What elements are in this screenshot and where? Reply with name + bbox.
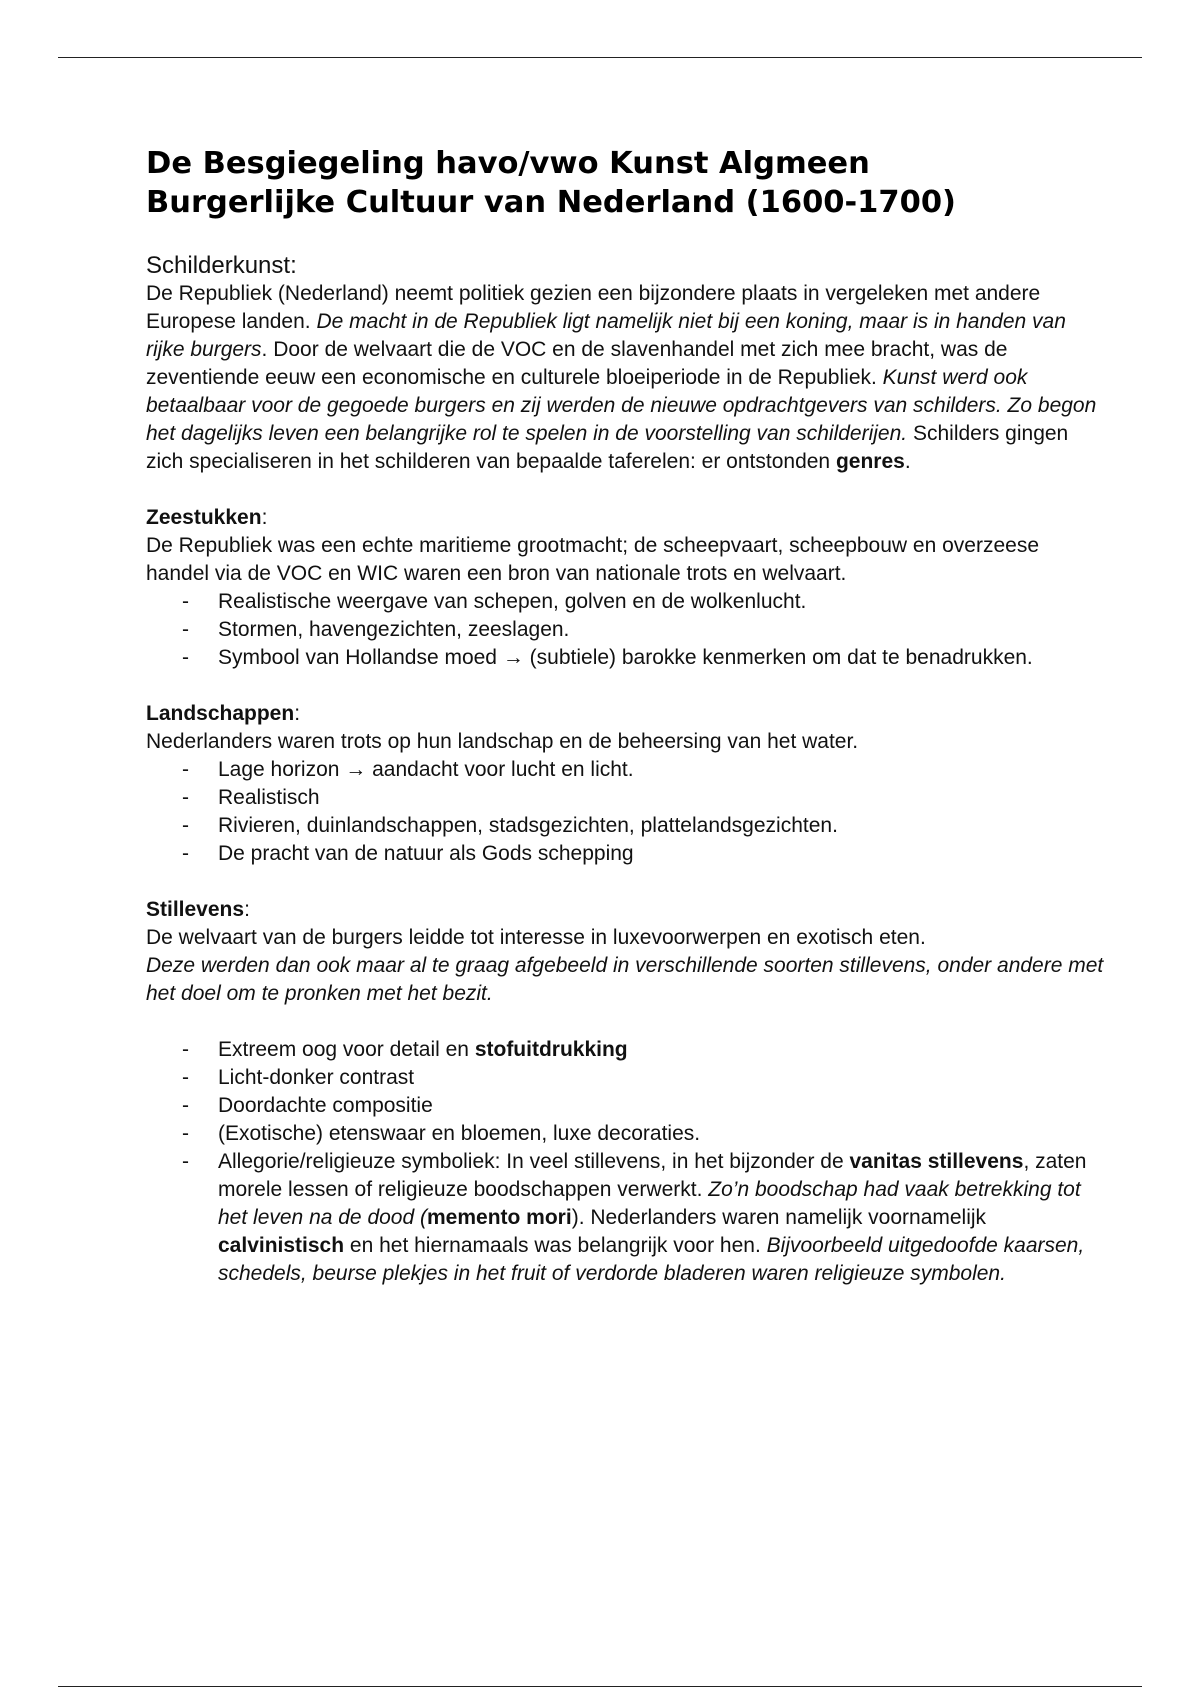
item-bold-memento-mori: memento mori [427,1206,572,1229]
title-line-1: De Besgiegeling havo/vwo Kunst Algmeen [146,146,870,181]
zeestukken-heading [146,504,1106,532]
stillevens-heading [146,896,1106,924]
intro-s2: De macht in de Republiek ligt namelijk niet bij een koning, maar is in handen van rijke burgers [146,310,1066,361]
list-item: - Realistisch [146,784,1106,812]
list-item: - Symbool van Hollandse moed → (subtiele) barokke kenmerken om dat te benadrukken. [146,644,1106,672]
stillevens-label: Stillevens [146,898,245,921]
list-item: - (Exotische) etenswaar en bloemen, luxe decoraties. [146,1120,1106,1148]
stillevens-colon: : [244,898,250,921]
spacer [146,1008,1106,1036]
intro-s4: Kunst werd ook betaalbaar voor de gegoede burgers en zij werden de nieuwe opdrachtgevers van schilders. Zo begon het dagelijks leven een belangrijke rol te spelen in de voorstelling van schilderijen. [146,366,1097,445]
stillevens-text-italic: Deze werden dan ook maar al te graag afgebeeld in verschillende soorten stillevens, onder andere met het doel om te pronken met het bezit. [146,954,1104,1005]
landschappen-label: Landschappen [146,702,295,725]
item-text: en het hiernamaals was belangrijk voor hen. [344,1234,767,1257]
item-italic: Zo’n boodschap had vaak betrekking tot het leven na de dood ( [218,1178,1081,1229]
zeestukken-text: De Republiek was een echte maritieme grootmacht; de scheepvaart, scheepbouw en overzeese handel via de VOC en WIC waren een bron van nationale trots en welvaart. [146,534,1040,585]
document-body [146,144,1106,1288]
intro-s5: Schilders gingen zich specialiseren in het schilderen van bepaalde taferelen: er ontstonden [146,422,1069,473]
zeestukken-list [146,588,1106,672]
list-item [146,1148,1106,1288]
item-bold-calvinistisch: calvinistisch [218,1234,345,1257]
item-text: , zaten morele lessen of religieuze boodschappen verwerkt. [218,1150,1087,1201]
document-title [146,144,1106,222]
item-bold-vanitas: vanitas stillevens [849,1150,1024,1173]
item-text: ). Nederlanders waren namelijk voornamelijk [571,1206,987,1229]
stillevens-text-plain: De welvaart van de burgers leidde tot interesse in luxevoorwerpen en exotisch eten. [146,926,926,949]
section-heading-schilderkunst: Schilderkunst: [146,252,297,279]
intro-genres: genres [835,450,905,473]
list-item: - De pracht van de natuur als Gods schepping [146,840,1106,868]
stillevens-text [146,924,1106,1008]
landschappen-heading [146,700,1106,728]
landschappen-text: Nederlanders waren trots op hun landschap en de beheersing van het water. [146,730,859,753]
list-item: - Rivieren, duinlandschappen, stadsgezichten, plattelandsgezichten. [146,812,1106,840]
list-item: - Lage horizon → aandacht voor lucht en licht. [146,756,1106,784]
list-item: - Licht-donker contrast [146,1064,1106,1092]
item-text: Allegorie/religieuze symboliek: In veel stillevens, in het bijzonder de [218,1150,850,1173]
item-text: Extreem oog voor detail en [218,1038,475,1061]
landschappen-list [146,756,1106,868]
intro-s1: De Republiek (Nederland) neemt politiek gezien een bijzondere plaats in vergeleken met andere Europese landen. [146,282,1041,333]
item-italic: Bijvoorbeeld uitgedoofde kaarsen, schedels, beurse plekjes in het fruit of verdorde bladeren waren religieuze symbolen. [218,1234,1085,1285]
intro-paragraph [146,280,1106,476]
zeestukken-label: Zeestukken [146,506,262,529]
list-item [146,1036,1106,1064]
bottom-rule [58,1686,1142,1687]
list-item: - Doordachte compositie [146,1092,1106,1120]
list-item: - Realistische weergave van schepen, golven en de wolkenlucht. [146,588,1106,616]
list-item: - Stormen, havengezichten, zeeslagen. [146,616,1106,644]
top-rule [58,57,1142,58]
landschappen-colon: : [294,702,301,725]
title-line-2: Burgerlijke Cultuur van Nederland (1600-1700) [146,185,956,220]
intro-s3: . Door de welvaart die de VOC en de slavenhandel met zich mee bracht, was de zeventiende eeuw een economische en culturele bloeiperiode in de Republiek. [146,338,1008,389]
zeestukken-colon: : [261,506,268,529]
stillevens-list [146,1036,1106,1288]
item-bold: stofuitdrukking [474,1038,628,1061]
intro-s7: . [904,450,911,473]
